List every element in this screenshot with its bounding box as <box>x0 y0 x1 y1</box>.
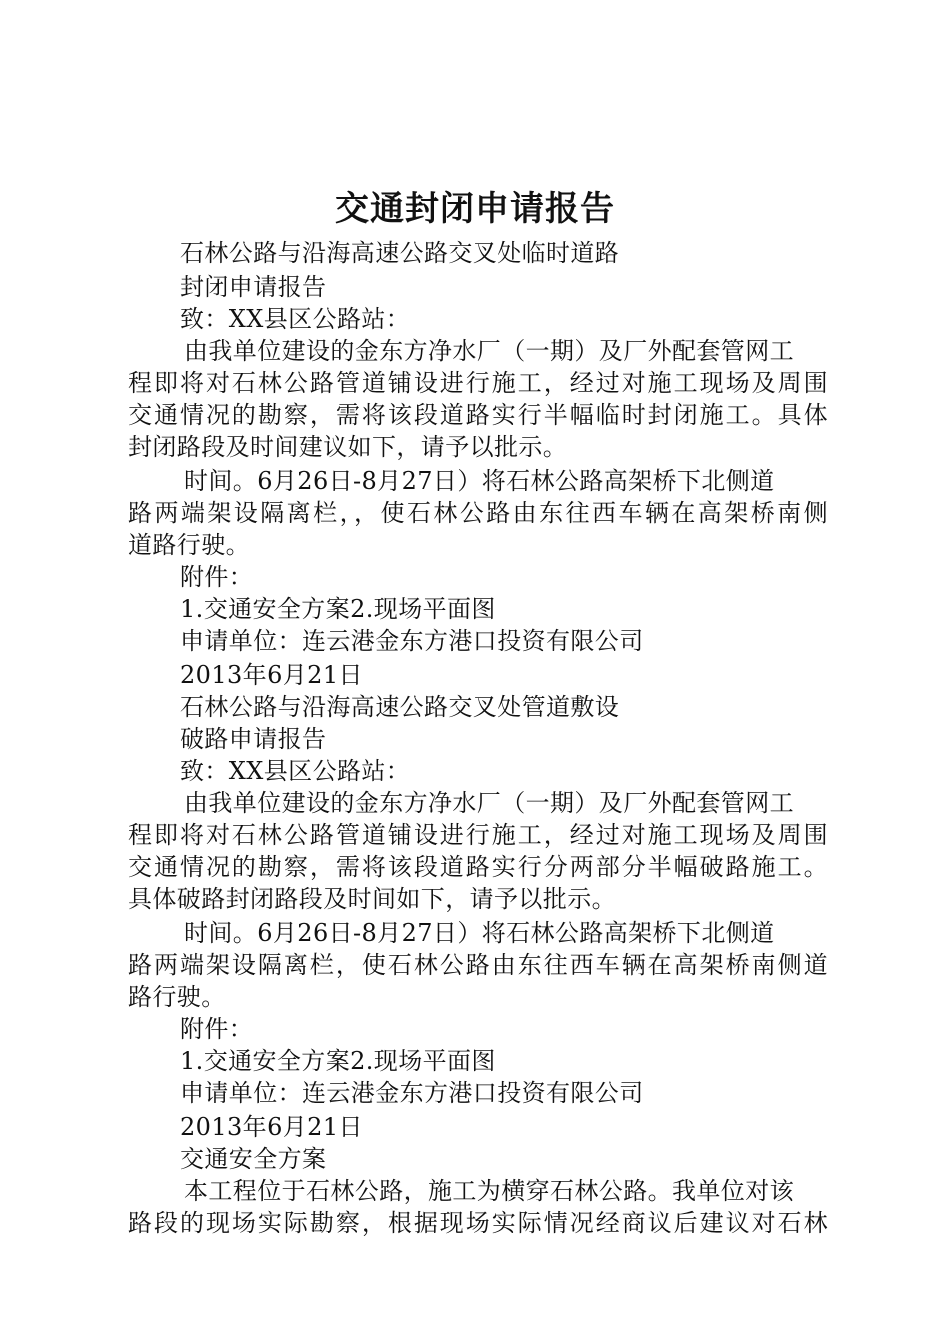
text-line: 交通情况的勘察，需将该段道路实行半幅临时封闭施工。具体 <box>128 401 828 429</box>
text-line: 路行驶。 <box>128 983 226 1011</box>
text-line: 致：XX县区公路站： <box>180 305 411 333</box>
text-line: 申请单位：连云港金东方港口投资有限公司 <box>180 1079 644 1107</box>
text-line: 2013年6月21日 <box>180 661 363 689</box>
text-line: 具体破路封闭路段及时间如下，请予以批示。 <box>128 885 616 913</box>
text-line: 封闭路段及时间建议如下，请予以批示。 <box>128 433 568 461</box>
text-line: 时间。6月26日-8月27日）将石林公路高架桥下北侧道 <box>184 919 775 947</box>
text-line: 石林公路与沿海高速公路交叉处管道敷设 <box>180 693 620 721</box>
text-line: 交通安全方案 <box>180 1145 327 1173</box>
text-line: 本工程位于石林公路，施工为横穿石林公路。我单位对该 <box>184 1177 794 1205</box>
text-line: 封闭申请报告 <box>180 273 327 301</box>
text-line: 由我单位建设的金东方净水厂（一期）及厂外配套管网工 <box>184 337 794 365</box>
text-line: 路两端架设隔离栏，，使石林公路由东往西车辆在高架桥南侧 <box>128 499 828 527</box>
text-line: 交通情况的勘察，需将该段道路实行分两部分半幅破路施工。 <box>128 853 828 881</box>
text-line: 致：XX县区公路站： <box>180 757 411 785</box>
text-line: 破路申请报告 <box>180 725 327 753</box>
text-line: 路段的现场实际勘察，根据现场实际情况经商议后建议对石林 <box>128 1209 828 1237</box>
document-title: 交通封闭申请报告 <box>335 189 615 229</box>
text-line: 道路行驶。 <box>128 531 250 559</box>
text-line: 2013年6月21日 <box>180 1113 363 1141</box>
text-line: 1.交通安全方案2.现场平面图 <box>180 595 496 623</box>
text-line: 程即将对石林公路管道铺设进行施工，经过对施工现场及周围 <box>128 369 828 397</box>
text-line: 时间。6月26日-8月27日）将石林公路高架桥下北侧道 <box>184 467 775 495</box>
text-line: 1.交通安全方案2.现场平面图 <box>180 1047 496 1075</box>
text-line: 由我单位建设的金东方净水厂（一期）及厂外配套管网工 <box>184 789 794 817</box>
text-line: 程即将对石林公路管道铺设进行施工，经过对施工现场及周围 <box>128 821 828 849</box>
text-line: 附件： <box>180 1015 254 1043</box>
text-line: 附件： <box>180 563 254 591</box>
text-line: 申请单位：连云港金东方港口投资有限公司 <box>180 627 644 655</box>
text-line: 路两端架设隔离栏，使石林公路由东往西车辆在高架桥南侧道 <box>128 951 828 979</box>
text-line: 石林公路与沿海高速公路交叉处临时道路 <box>180 239 620 267</box>
